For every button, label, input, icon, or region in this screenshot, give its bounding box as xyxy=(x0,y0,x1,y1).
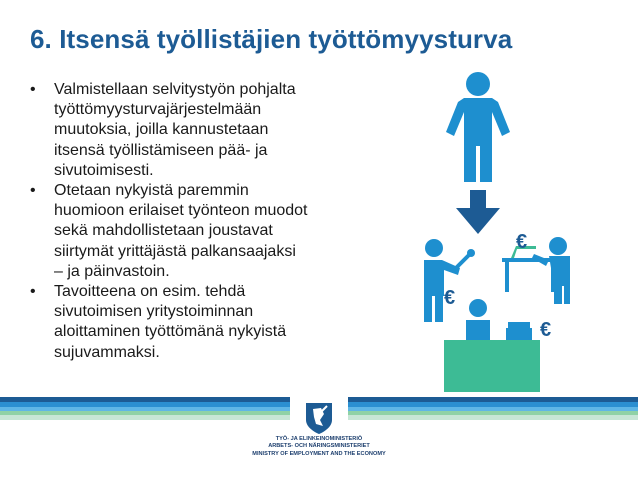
standing-person-icon xyxy=(446,72,510,182)
bullet-item xyxy=(30,282,370,363)
euro-icon: € xyxy=(516,231,528,253)
slide-title: 6. Itsensä työllistäjien työttömyysturva xyxy=(30,24,513,54)
bullet-line: sekä mahdollistetaan joustavat xyxy=(54,222,273,240)
finnish-coat-of-arms-logo xyxy=(303,400,335,436)
bullet-line: sujuvammaksi. xyxy=(54,343,160,361)
bullet-item xyxy=(30,80,370,181)
bullet-line: – ja päinvastoin. xyxy=(54,262,170,280)
ministry-name xyxy=(0,436,638,458)
bullet-line: huomioon erilaiset työnteon muodot xyxy=(54,202,308,220)
bullet-line: itsensä työllistämiseen pää- ja xyxy=(54,141,268,159)
bullet-line: työttömyysturvajärjestelmään xyxy=(54,101,262,119)
bullet-item xyxy=(30,181,370,282)
shopkeeper-at-counter-icon xyxy=(444,299,540,392)
ministry-name-fi: TYÖ- JA ELINKEINOMINISTERIÖ xyxy=(275,436,363,442)
bullet-line: sivutoimisesti. xyxy=(54,161,154,179)
euro-icon: € xyxy=(444,287,456,309)
bullet-marker: • xyxy=(30,81,36,98)
bullet-marker: • xyxy=(30,182,36,200)
euro-icon: € xyxy=(540,319,552,341)
bullet-marker: • xyxy=(30,283,36,301)
bullet-line: siirtymät yrittäjästä palkansaajaksi xyxy=(54,242,296,260)
bullet-line: Valmistellaan selvitystyön pohjalta xyxy=(54,81,296,98)
bullet-line: muutoksia, joilla kannustetaan xyxy=(54,121,269,139)
mechanic-with-wrench-icon xyxy=(424,239,475,322)
down-arrow-icon xyxy=(456,190,500,234)
bullet-line: sivutoimisen yritystoiminnan xyxy=(54,303,254,321)
bullet-line: Tavoitteena on esim. tehdä xyxy=(54,283,246,301)
ministry-name-sv: ARBETS- OCH NÄRINGSMINISTERIET xyxy=(268,443,370,450)
bullet-line: aloittaminen työttömänä nykyistä xyxy=(54,323,287,341)
bullet-list xyxy=(30,80,370,363)
employment-illustration xyxy=(408,72,608,392)
ministry-name-en: MINISTRY OF EMPLOYMENT AND THE ECONOMY xyxy=(252,450,386,457)
bullet-line: Otetaan nykyistä paremmin xyxy=(54,182,249,200)
cash-register-icon xyxy=(506,322,532,340)
person-at-laptop-icon xyxy=(502,237,570,304)
